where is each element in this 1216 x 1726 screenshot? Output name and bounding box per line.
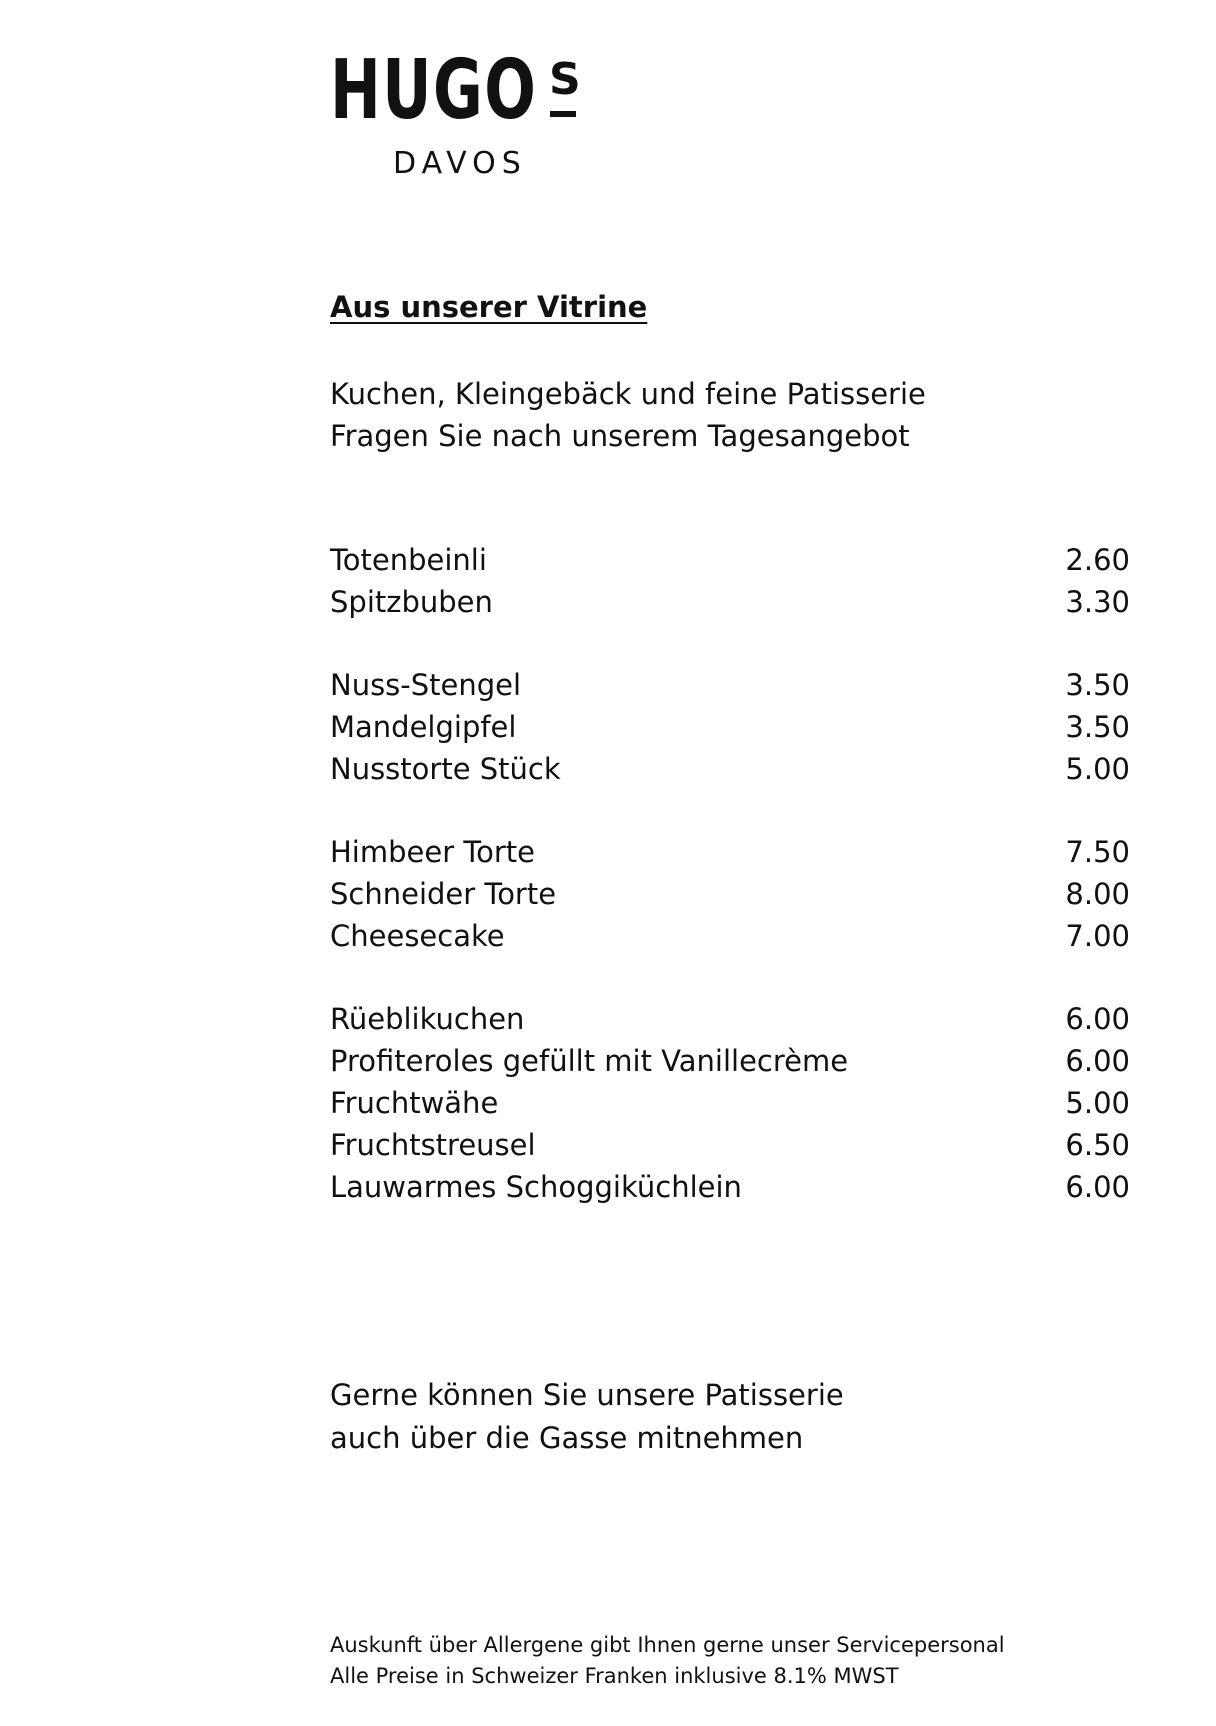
menu-item xyxy=(330,706,1130,748)
menu-item-name: Rüeblikuchen xyxy=(330,1002,525,1036)
section-title: Aus unserer Vitrine xyxy=(330,290,648,324)
intro-line: Fragen Sie nach unserem Tagesangebot xyxy=(330,419,910,453)
menu-item xyxy=(330,581,1130,623)
menu-item-name: Schneider Torte xyxy=(330,877,557,911)
takeaway-line: auch über die Gasse mitnehmen xyxy=(330,1421,804,1455)
footer-notes xyxy=(330,1630,1005,1692)
menu-item-name: Spitzbuben xyxy=(330,585,493,619)
menu-group xyxy=(330,664,1130,790)
menu-item xyxy=(330,831,1130,873)
menu-item xyxy=(330,873,1130,915)
menu-item-price: 3.50 xyxy=(1065,668,1130,702)
menu-item-name: Mandelgipfel xyxy=(330,710,517,744)
menu-item xyxy=(330,1166,1130,1208)
restaurant-logo xyxy=(330,43,600,190)
logo-underline-bar xyxy=(550,111,576,117)
menu-item-name: Totenbeinli xyxy=(330,543,487,577)
menu-item-name: Fruchtstreusel xyxy=(330,1128,536,1162)
menu-item-price: 3.30 xyxy=(1065,585,1130,619)
logo-wordmark: HUGO xyxy=(330,43,538,138)
allergen-note: Auskunft über Allergene gibt Ihnen gerne unser Servicepersonal xyxy=(330,1633,1005,1657)
menu-item-price: 6.00 xyxy=(1065,1044,1130,1078)
menu-item xyxy=(330,915,1130,957)
menu-item xyxy=(330,664,1130,706)
menu-item-price: 6.00 xyxy=(1065,1170,1130,1204)
menu-item-price: 8.00 xyxy=(1065,877,1130,911)
takeaway-line: Gerne können Sie unsere Patisserie xyxy=(330,1378,844,1412)
menu-item-price: 2.60 xyxy=(1065,543,1130,577)
menu-item xyxy=(330,539,1130,581)
menu-item xyxy=(330,748,1130,790)
menu-group xyxy=(330,998,1130,1208)
menu-group xyxy=(330,831,1130,957)
menu-list xyxy=(330,539,1130,1249)
menu-item-name: Nusstorte Stück xyxy=(330,752,561,786)
logo-city: DAVOS xyxy=(393,146,527,181)
menu-item-price: 6.50 xyxy=(1065,1128,1130,1162)
menu-item xyxy=(330,1082,1130,1124)
menu-item-price: 5.00 xyxy=(1065,1086,1130,1120)
intro-line: Kuchen, Kleingebäck und feine Patisserie xyxy=(330,377,926,411)
menu-item xyxy=(330,1124,1130,1166)
menu-item-name: Himbeer Torte xyxy=(330,835,536,869)
menu-item-name: Lauwarmes Schoggiküchlein xyxy=(330,1170,742,1204)
menu-item-price: 7.50 xyxy=(1065,835,1130,869)
menu-item-price: 7.00 xyxy=(1065,919,1130,953)
price-note: Alle Preise in Schweizer Franken inklusive 8.1% MWST xyxy=(330,1664,899,1688)
menu-item-price: 3.50 xyxy=(1065,710,1130,744)
menu-item-name: Cheesecake xyxy=(330,919,505,953)
menu-item-name: Nuss-Stengel xyxy=(330,668,522,702)
menu-item xyxy=(330,998,1130,1040)
takeaway-note xyxy=(330,1374,844,1460)
intro-text xyxy=(330,373,926,457)
logo-superscript-s: S xyxy=(549,54,581,105)
menu-item xyxy=(330,1040,1130,1082)
menu-item-name: Profiteroles gefüllt mit Vanillecrème xyxy=(330,1044,849,1078)
menu-item-name: Fruchtwähe xyxy=(330,1086,499,1120)
menu-item-price: 5.00 xyxy=(1065,752,1130,786)
menu-item-price: 6.00 xyxy=(1065,1002,1130,1036)
menu-group xyxy=(330,539,1130,623)
